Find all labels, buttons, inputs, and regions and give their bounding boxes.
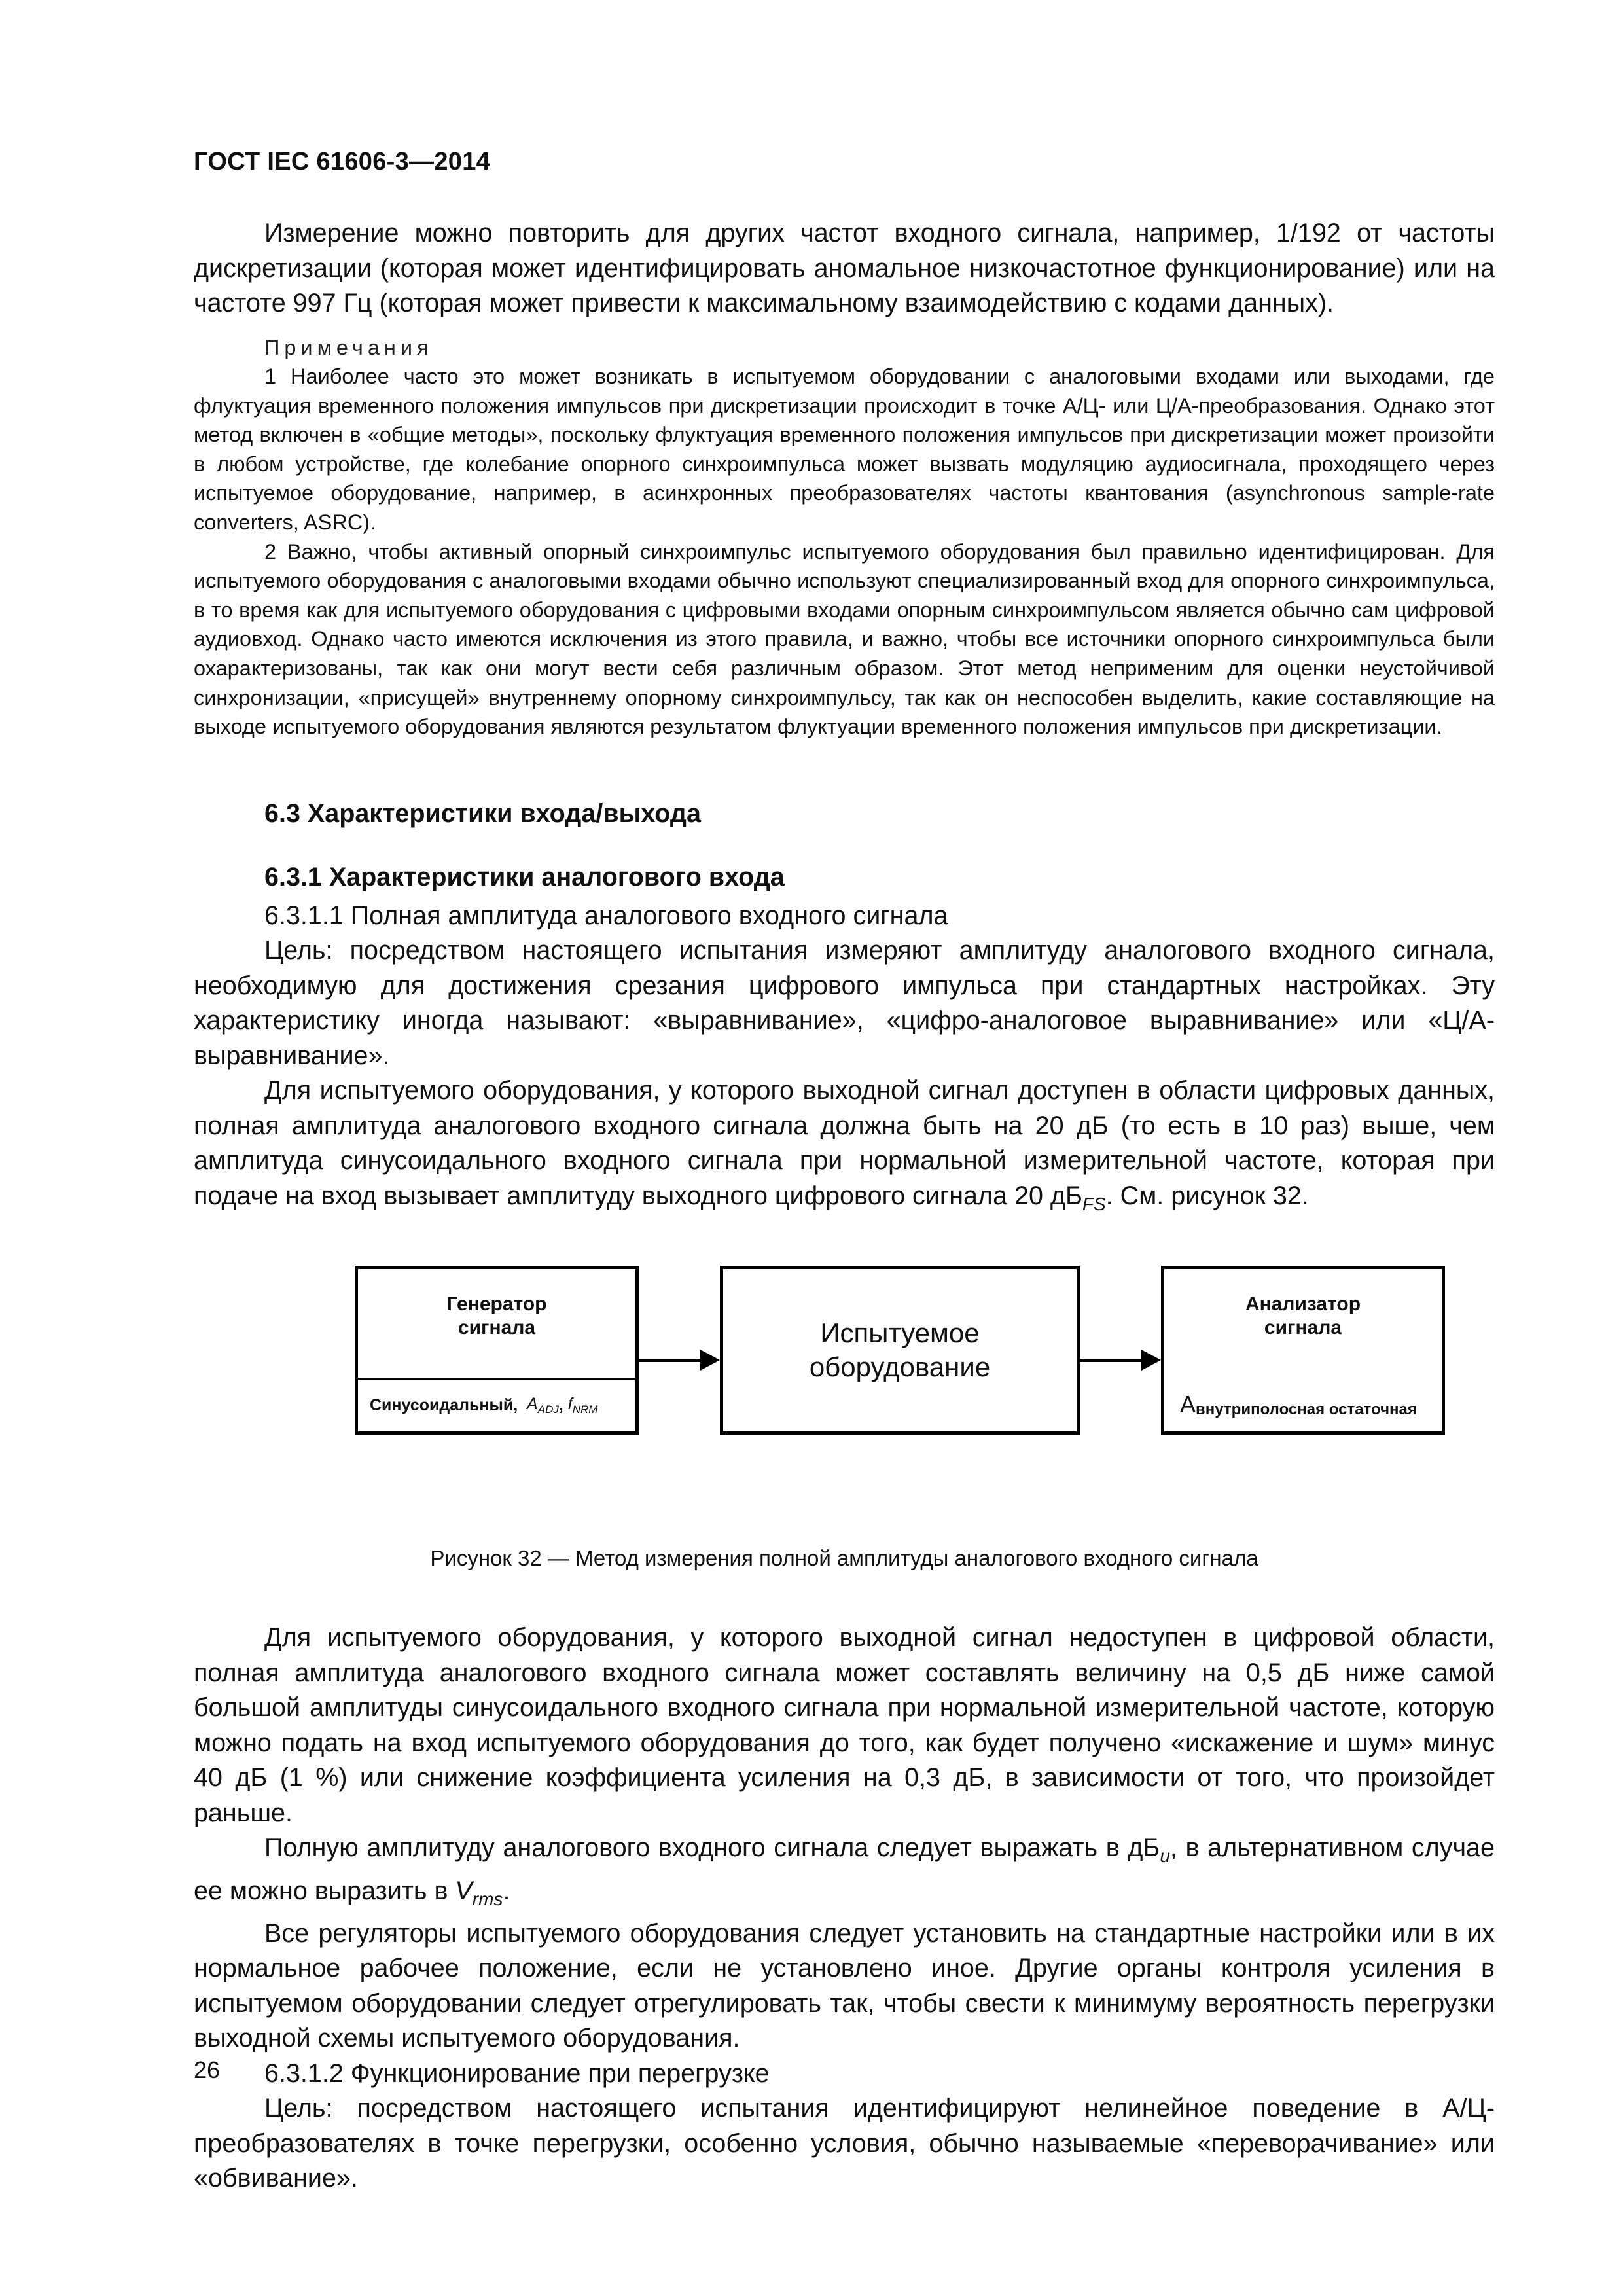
paragraph-express-end: .: [503, 1876, 510, 1905]
dut-title: [810, 1316, 990, 1384]
generator-title: [358, 1269, 635, 1340]
page-number: 26: [194, 2056, 221, 2083]
subheading-6-3-1-1: 6.3.1.1 Полная амплитуда аналогового входного сигнала: [264, 901, 948, 930]
generator-subpanel: Синусоидальный, $A_{ADJ}$ , $f_{NRM}$: [358, 1378, 635, 1431]
heading-6-3-1: 6.3.1 Характеристики аналогового входа: [264, 862, 785, 891]
paragraph-express-middle: , в альтернативном случае ее можно выразить в: [194, 1833, 1495, 1905]
arrow-generator-to-dut: [639, 1359, 704, 1362]
analyzer-a-symbol: A: [1180, 1391, 1196, 1418]
analyzer-box: [1161, 1266, 1445, 1435]
notes-heading: Примечания: [264, 335, 433, 359]
f-nrm-symbol: $f_{NRM}$: [567, 1395, 598, 1416]
heading-6-3: 6.3 Характеристики входа/выхода: [264, 798, 701, 828]
a-adj-symbol: $A_{ADJ}$: [527, 1395, 559, 1416]
subheading-6-3-1-2: 6.3.1.2 Функционирование при перегрузке: [264, 2058, 770, 2088]
generator-title-line1: Генератор: [446, 1293, 547, 1316]
main-text: [194, 216, 1495, 2197]
note-2: 2 Важно, чтобы активный опорный синхроимпульс испытуемого оборудования был правильно идентифицирован. Для испытуемого оборудования с аналоговыми входами обычно используют специализированный вход для опорного синхроимпульса, в то время как для испытуемого оборудования с цифровыми входами опорным синхроимпульсом является обычно сам цифровой аудиовход. Однако часто имеются исключения из этого правила, и важно, чтобы все источники опорного синхроимпульса были охарактеризованы, так как они могут вести себя различным образом. Этот метод неприменим для оценки неустойчивой синхронизации, «присущей» внутреннему опорному синхроимпульсу, так как он неспособен выделить, какие составляющие на выходе испытуемого оборудования являются результатом флуктуации временного положения импульсов при дискретизации.: [194, 539, 1495, 739]
figure-32-diagram: [194, 1266, 1495, 1521]
arrow-dut-to-analyzer: [1080, 1359, 1145, 1362]
generator-box: [355, 1266, 639, 1435]
analyzer-title-line2: сигнала: [1264, 1317, 1342, 1339]
dut-box: [720, 1266, 1080, 1435]
paragraph-controls: Все регуляторы испытуемого оборудования следует установить на стандартные настройки или в их нормальное рабочее положение, если не установлено иное. Другие органы контроля усиления в испытуемом оборудовании следует отрегулировать так, чтобы свести к минимуму вероятность перегрузки выходной схемы испытуемого оборудования.: [194, 1918, 1495, 2053]
fs-subscript: FS: [1082, 1193, 1106, 1214]
analyzer-title-line1: Анализатор: [1245, 1293, 1361, 1316]
rms-subscript: rms: [472, 1888, 503, 1909]
analyzer-a-subscript: внутриполосная остаточная: [1196, 1401, 1417, 1419]
dut-title-line1: Испытуемое: [820, 1318, 980, 1349]
analyzer-subpanel: [1164, 1378, 1442, 1431]
standard-code: ГОСТ IEC 61606-3—2014: [194, 148, 491, 175]
arrowhead-2: [1141, 1350, 1161, 1371]
paragraph-digital-text: Для испытуемого оборудования, у которого выходной сигнал доступен в области цифровых данных, полная амплитуда аналогового входного сигнала должна быть на 20 дБ (то есть в 10 раз) выше, чем амплитуда синусоидального входного сигнала при нормальной измерительной частоте, которая при подаче на вход вызывает амплитуду выходного цифрового сигнала 20 дБ: [194, 1076, 1495, 1210]
dut-title-line2: оборудование: [809, 1352, 991, 1383]
paragraph-express: [194, 1831, 1495, 1916]
arrowhead-1: [700, 1350, 720, 1371]
v-symbol: V: [455, 1876, 473, 1905]
note-1: 1 Наиболее часто это может возникать в испытуемом оборудовании с аналоговыми входами или выходами, где флуктуация временного положения импульсов при дискретизации происходит в точке А/Ц- или Ц/А-преобразования. Однако этот метод включен в «общие методы», поскольку флуктуация временного положения импульсов при дискретизации может произойти в любом устройстве, где колебание опорного синхроимпульса может вызвать модуляцию аудиосигнала, проходящего через испытуемое оборудование, например, в асинхронных преобразователях частоты квантования (asynchronous sample-rate converters, ASRC).: [194, 365, 1495, 535]
paragraph-no-digital: Для испытуемого оборудования, у которого выходной сигнал недоступен в цифровой области, полная амплитуда аналогового входного сигнала может составлять величину на 0,5 дБ ниже самой большой амплитуды синусоидального входного сигнала при нормальной измерительной частоте, которую можно подать на вход испытуемого оборудования до того, как будет получено «искажение и шум» минус 40 дБ (1 %) или снижение коэффициента усиления на 0,3 дБ, в зависимости от того, что произойдет раньше.: [194, 1623, 1495, 1827]
paragraph-goal: Цель: посредством настоящего испытания измеряют амплитуду аналогового входного сигнала, необходимую для достижения срезания цифрового импульса при стандартных настройках. Эту характеристику иногда называют: «выравнивание», «цифро-аналоговое выравнивание» или «Ц/А-выравнивание».: [194, 936, 1495, 1070]
notes-block: [194, 333, 1495, 742]
generator-title-line2: сигнала: [457, 1317, 536, 1339]
intro-paragraph: Измерение можно повторить для других частот входного сигнала, например, 1/192 от частоты дискретизации (которая может идентифицировать аномальное низкочастотное функционирование) или на частоте 997 Гц (которая может привести к максимальному взаимодействию с кодами данных).: [194, 219, 1495, 317]
paragraph-express-text: Полную амплитуду аналогового входного сигнала следует выражать в дБ: [264, 1833, 1160, 1863]
analyzer-title: [1164, 1269, 1442, 1340]
paragraph-digital-end: . См. рисунок 32.: [1105, 1181, 1309, 1210]
figure-caption: Рисунок 32 — Метод измерения полной амплитуды аналогового входного сигнала: [430, 1546, 1258, 1571]
paragraph-overload: Цель: посредством настоящего испытания идентифицируют нелинейное поведение в А/Ц-преобразователях в точке перегрузки, особенно условия, обычно называемые «переворачивание» или «обвивание».: [194, 2094, 1495, 2193]
paragraph-digital: [194, 1073, 1495, 1221]
u-subscript: u: [1160, 1846, 1170, 1867]
generator-sub-label: Синусоидальный,: [370, 1396, 518, 1415]
